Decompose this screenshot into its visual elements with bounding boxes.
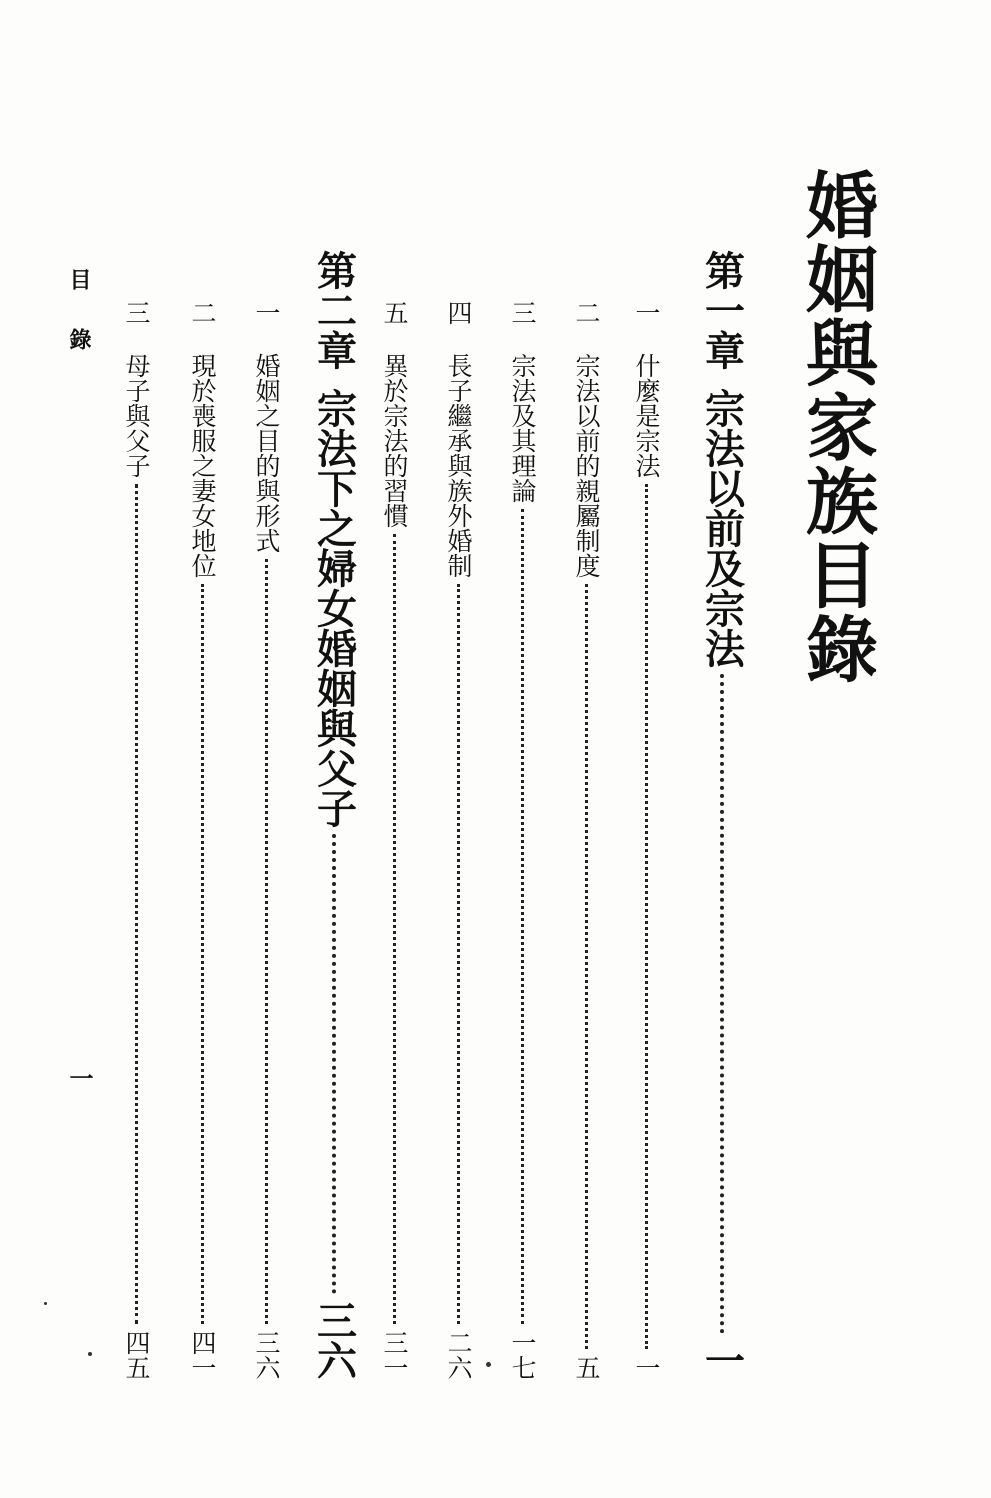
section-entry bbox=[504, 300, 540, 1380]
scan-speck bbox=[486, 1362, 491, 1367]
page-number: 二六 bbox=[444, 1330, 473, 1380]
page-number: 三一 bbox=[380, 1330, 409, 1380]
leader-dots bbox=[521, 509, 524, 1324]
section-title: 異於宗法的習慣 bbox=[380, 353, 409, 528]
scan-speck bbox=[88, 1352, 92, 1356]
page-number: 四五 bbox=[122, 1330, 151, 1380]
chapter-title: 宗法以前及宗法 bbox=[698, 388, 746, 668]
section-entry bbox=[184, 300, 220, 1380]
running-head: 目錄 bbox=[66, 268, 92, 388]
chapter-entry bbox=[308, 250, 360, 1380]
section-number: 一 bbox=[252, 300, 281, 325]
section-title: 母子與父子 bbox=[122, 353, 151, 478]
page-number: 一 bbox=[632, 1355, 661, 1380]
section-number: 一 bbox=[632, 300, 661, 325]
section-entry bbox=[568, 300, 604, 1380]
section-number: 二 bbox=[572, 300, 601, 325]
section-number: 四 bbox=[444, 300, 473, 325]
leader-dots bbox=[393, 534, 396, 1324]
section-title: 什麼是宗法 bbox=[632, 353, 661, 478]
section-entry bbox=[376, 300, 412, 1380]
leader-dots bbox=[645, 484, 648, 1349]
scan-speck bbox=[44, 1302, 47, 1305]
leader-dots bbox=[457, 584, 460, 1324]
page-number: 三六 bbox=[310, 1300, 358, 1380]
book-title: 婚姻與家族目錄 bbox=[794, 168, 879, 686]
page-number: 五 bbox=[572, 1355, 601, 1380]
page-number: 一七 bbox=[508, 1330, 537, 1380]
folio-page-number: 一 bbox=[65, 1066, 94, 1090]
section-title: 宗法以前的親屬制度 bbox=[572, 353, 601, 578]
leader-dots bbox=[201, 584, 204, 1324]
section-title: 長子繼承與族外婚制 bbox=[444, 353, 473, 578]
section-entry bbox=[118, 300, 154, 1380]
leader-dots bbox=[135, 484, 138, 1324]
page-number: 四一 bbox=[188, 1330, 217, 1380]
section-entry bbox=[440, 300, 476, 1380]
chapter-entry bbox=[696, 250, 748, 1380]
chapter-label: 第一章 bbox=[698, 250, 746, 370]
section-number: 五 bbox=[380, 300, 409, 325]
page-number: 三六 bbox=[252, 1330, 281, 1380]
leader-dots bbox=[720, 674, 724, 1334]
chapter-title: 宗法下之婦女婚姻與父子 bbox=[310, 388, 358, 828]
section-number: 三 bbox=[122, 300, 151, 325]
leader-dots bbox=[585, 584, 588, 1349]
chapter-label: 第二章 bbox=[310, 250, 358, 370]
section-entry bbox=[248, 300, 284, 1380]
section-number: 三 bbox=[508, 300, 537, 325]
page-number: 一 bbox=[698, 1340, 746, 1380]
leader-dots bbox=[332, 834, 336, 1294]
section-title: 宗法及其理論 bbox=[508, 353, 537, 503]
section-title: 現於喪服之妻女地位 bbox=[188, 353, 217, 578]
section-entry bbox=[628, 300, 664, 1380]
leader-dots bbox=[265, 559, 268, 1324]
section-number: 二 bbox=[188, 300, 217, 325]
section-title: 婚姻之目的與形式 bbox=[252, 353, 281, 553]
